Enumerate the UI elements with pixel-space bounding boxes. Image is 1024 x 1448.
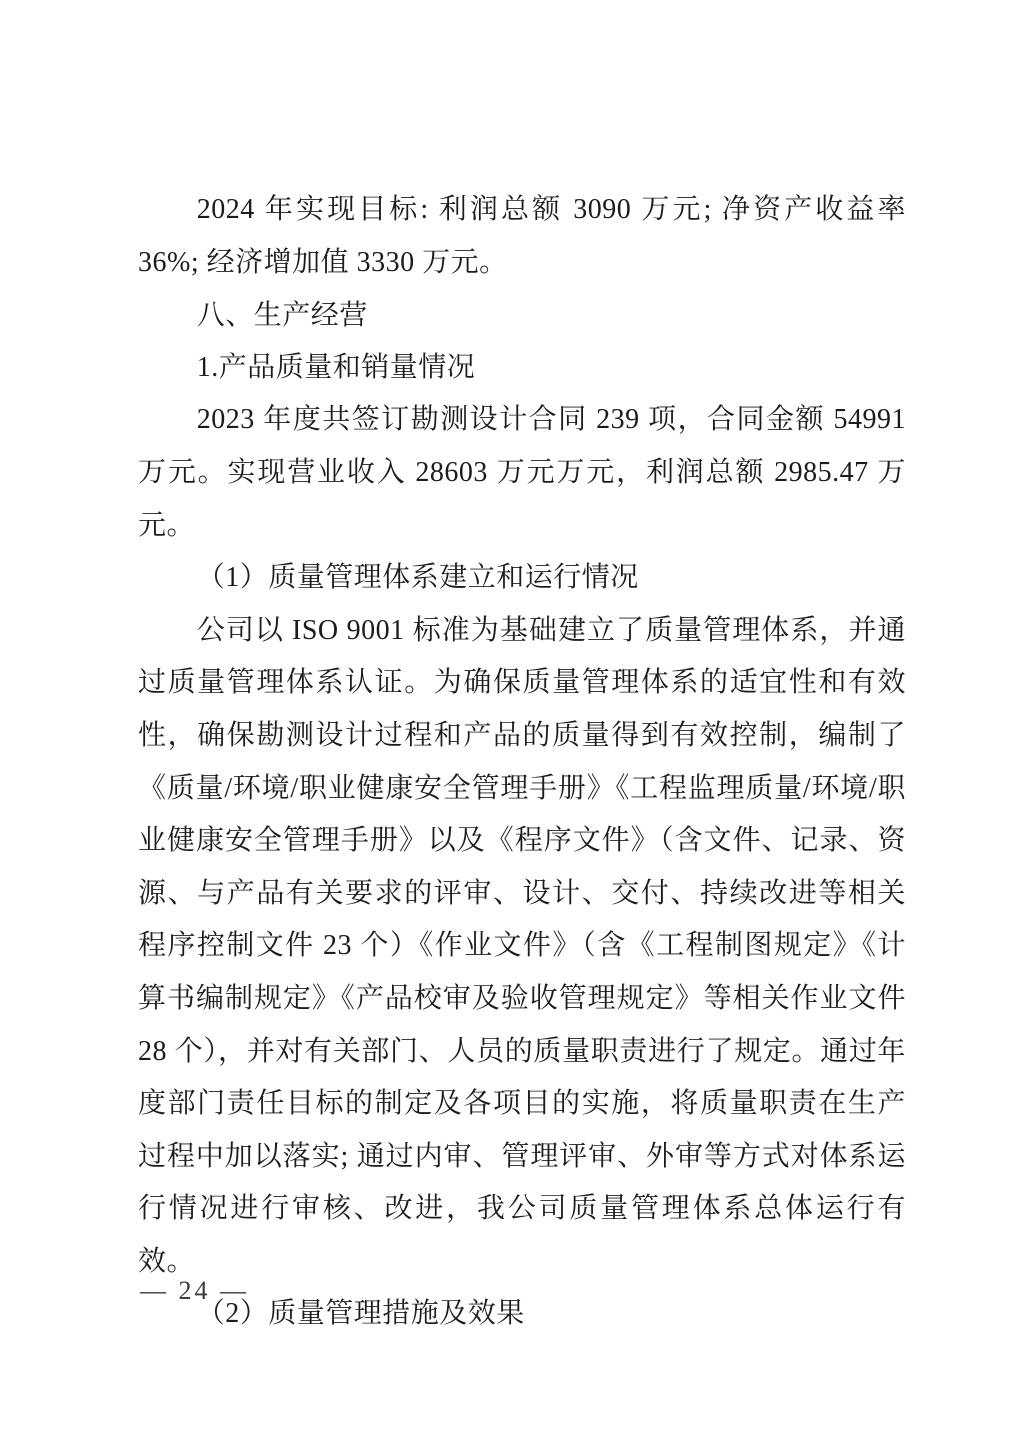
- paragraph-item1-quality-system-title: （1）质量管理体系建立和运行情况: [196, 562, 639, 594]
- section-heading-production-operations: 八、生产经营: [196, 299, 368, 331]
- page-footer: [140, 1276, 249, 1306]
- paragraph-2024-targets: 2024 年实现目标: 利润总额 3090 万元; 净资产收益率 36%; 经济增加值 3330 万元。: [138, 194, 906, 278]
- document-body: [138, 184, 906, 1341]
- page-number: — 24 —: [140, 1276, 249, 1305]
- paragraph-quality-system-details: 公司以 ISO 9001 标准为基础建立了质量管理体系，并通过质量管理体系认证。为确保质量管理体系的适宜性和有效性，确保勘测设计过程和产品的质量得到有效控制，编制了《质量/环境/职业健康安全管理手册》《工程监理质量/环境/职业健康安全管理手册》以及《程序文件》（含文件、记录、资源、与产品有关要求的评审、设计、交付、持续改进等相关程序控制文件 23 个）《作业文件》（含《工程制图规定》《计算书编制规定》《产品校审及验收管理规定》等相关作业文件 28 个），并对有关部门、人员的质量职责进行了规定。通过年度部门责任目标的制定及各项目的实施，将质量职责在生产过程中加以落实; 通过内审、管理评审、外审等方式对体系运行情况进行审核、改进，我公司质量管理体系总体运行有效。: [138, 614, 906, 1277]
- paragraph-2023-contracts: 2023 年度共签订勘测设计合同 239 项，合同金额 54991 万元。实现营业收入 28603 万元万元，利润总额 2985.47 万元。: [138, 404, 906, 541]
- subheading-product-quality-sales: 1.产品质量和销量情况: [196, 351, 476, 383]
- paragraph-item2-quality-measures-title: （2）质量管理措施及效果: [196, 1298, 525, 1330]
